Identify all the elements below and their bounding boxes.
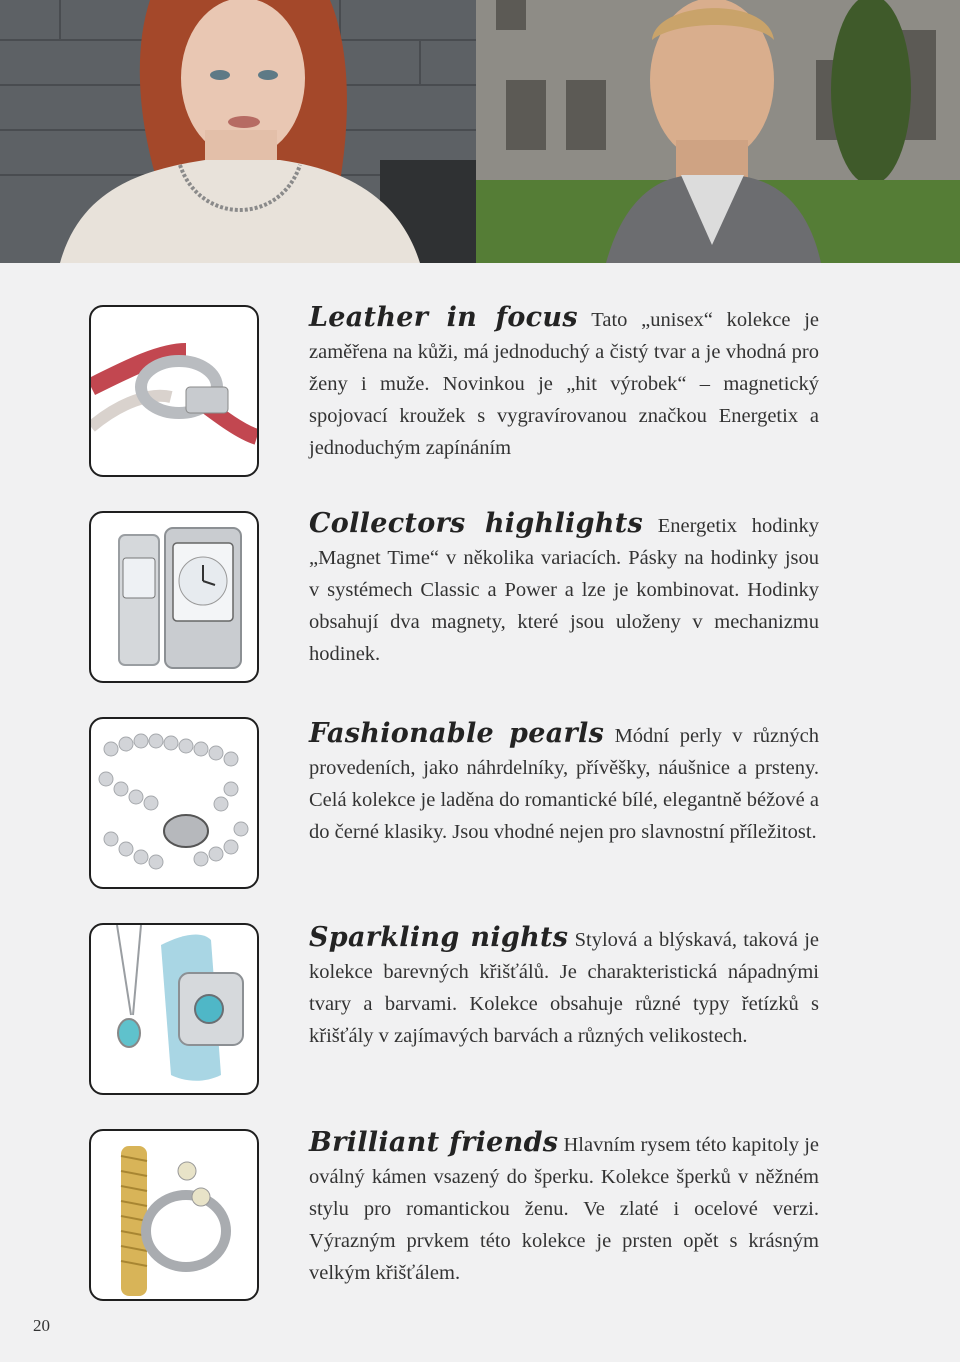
section-leather-in-focus — [309, 302, 819, 464]
section-fashionable-pearls — [309, 718, 819, 848]
section-body: Stylová a blýskavá, taková je kolekce barevných křišťálů. Je charakteristická nápadnými tvary a barvami. Kolekce obsahuje různé typy řetízků s křišťály v zajímavých barvách a různých velikostech. — [309, 929, 819, 1047]
section-collectors-highlights — [309, 508, 819, 670]
section-body: Módní perly v různých provedeních, jako náhrdelníky, přívěšky, náušnice a prsteny. Celá kolekce je laděna do romantické bílé, elegantně béžové a do černé klasiky. Jsou vhodné nejen pro slavnostní příležitost. — [309, 725, 820, 843]
woman-portrait-image — [0, 0, 476, 263]
section-heading: Collectors highlights — [309, 508, 643, 539]
magnet-watches-image — [89, 511, 259, 683]
section-body: Energetix hodinky „Magnet Time“ v několika variacích. Pásky na hodinky jsou v systémech Classic a Power a lze je kombinovat. Hodinky obsahují dva magnety, které jsou uloženy v mechanizmu hodinek. — [309, 515, 820, 665]
section-body: Hlavním rysem této kapitoly je oválný kámen vsazený do šperku. Kolekce šperků v něžném stylu pro romantickou ženu. Ve zlaté i ocelové verzi. Výrazným prvkem této kolekce je prsten opět s krásným velkým křišťálem. — [309, 1134, 819, 1284]
section-heading: Fashionable pearls — [309, 718, 605, 749]
section-heading: Sparkling nights — [309, 922, 569, 953]
section-brilliant-friends — [309, 1127, 819, 1289]
photo-banner — [0, 0, 960, 263]
section-heading: Brilliant friends — [309, 1127, 559, 1158]
page-number: 20 — [33, 1316, 50, 1335]
crystal-jewelry-image — [89, 923, 259, 1095]
section-sparkling-nights — [309, 922, 819, 1052]
leather-bracelet-image — [89, 305, 259, 477]
gold-steel-rings-image — [89, 1129, 259, 1301]
pearl-necklace-image — [89, 717, 259, 889]
man-portrait-image — [476, 0, 960, 263]
section-body: Tato „unisex“ kolekce je zaměřena na kůži, má jednoduchý a čistý tvar a je vhodná pro ženy i muže. Novinkou je „hit výrobek“ – magnetický spojovací kroužek s vygravírovanou značkou Energetix a jednoduchým zapínáním — [309, 309, 819, 459]
section-heading: Leather in focus — [309, 302, 578, 333]
